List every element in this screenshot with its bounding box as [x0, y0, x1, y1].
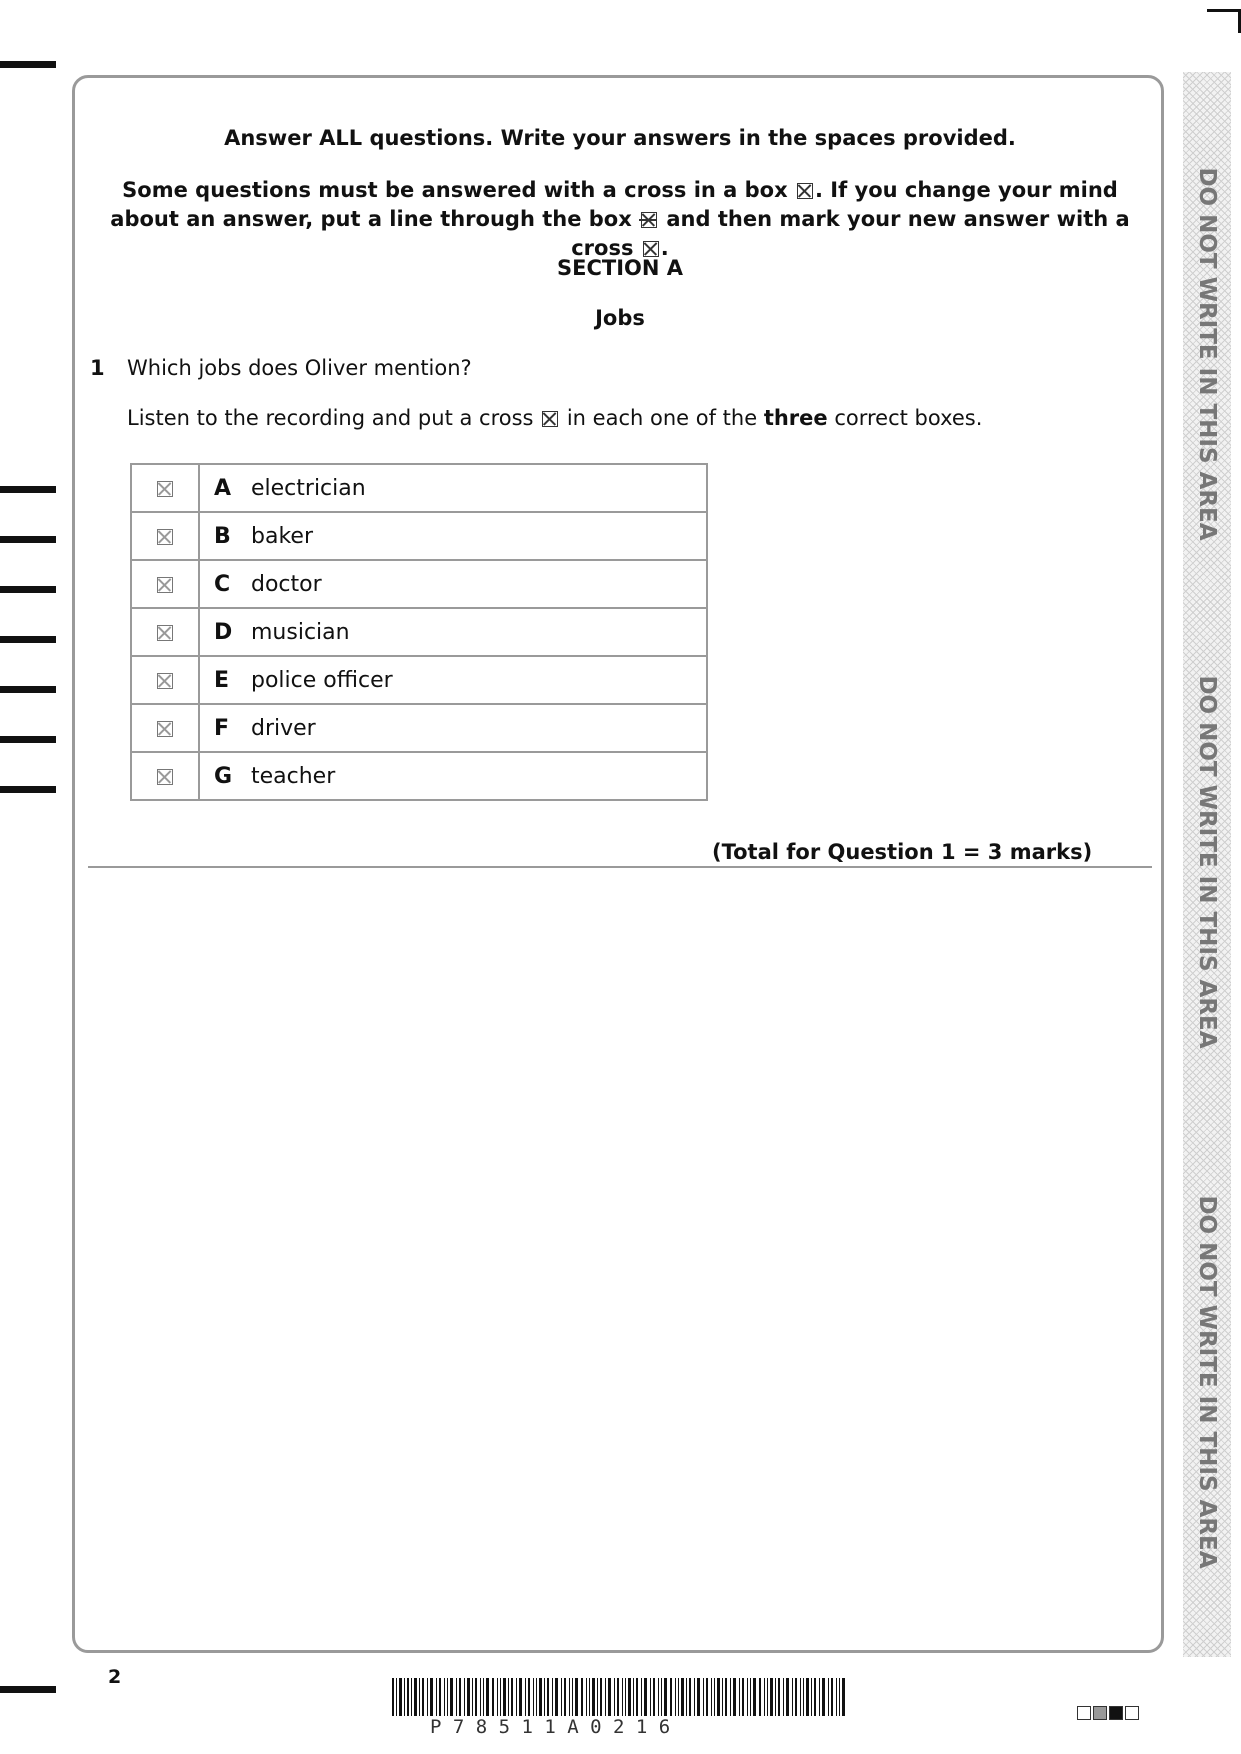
option-letter: F — [214, 715, 230, 741]
question-instruction: Listen to the recording and put a cross in each one of the three correct boxes. — [127, 406, 983, 430]
option-letter: C — [214, 571, 231, 597]
checkbox-icon — [157, 721, 173, 737]
barcode-number: P 7 8 5 1 1 A 0 2 1 6 — [430, 1716, 671, 1738]
option-letter: B — [214, 523, 231, 549]
section-subtitle: Jobs — [595, 306, 645, 330]
divider — [88, 866, 1152, 868]
margin-mark — [0, 486, 56, 493]
option-checkbox[interactable] — [131, 656, 199, 704]
option-checkbox[interactable] — [131, 608, 199, 656]
cross-box-icon — [643, 241, 659, 257]
option-checkbox[interactable] — [131, 752, 199, 800]
section-title: SECTION A — [556, 256, 683, 280]
option-letter: A — [214, 475, 232, 501]
do-not-write-label: DO NOT WRITE IN THIS AREA — [1194, 675, 1220, 1049]
margin-mark — [0, 736, 56, 743]
option-letter: G — [214, 763, 233, 789]
margin-mark — [0, 61, 56, 68]
checkbox-icon — [157, 577, 173, 593]
checkbox-icon — [157, 529, 173, 545]
barcode-image — [392, 1678, 846, 1716]
code-square — [1077, 1706, 1091, 1720]
cross-box-icon — [542, 411, 558, 427]
option-row-c — [131, 560, 707, 608]
margin-mark — [0, 636, 56, 643]
option-checkbox[interactable] — [131, 704, 199, 752]
code-square — [1125, 1706, 1139, 1720]
question-number: 1 — [90, 356, 105, 380]
struck-box-icon — [641, 212, 657, 228]
checkbox-icon — [157, 769, 173, 785]
option-letter: E — [214, 667, 230, 693]
question-total-marks: (Total for Question 1 = 3 marks) — [712, 840, 1093, 864]
option-row-g — [131, 752, 707, 800]
answer-options-table — [130, 463, 708, 801]
option-row-d — [131, 608, 707, 656]
margin-mark — [0, 1686, 56, 1693]
corner-mark — [1207, 9, 1241, 12]
code-square — [1093, 1706, 1107, 1720]
checkbox-icon — [157, 625, 173, 641]
option-label: driver — [251, 715, 316, 741]
option-checkbox[interactable] — [131, 464, 199, 512]
instruction-answer-all: Answer ALL questions. Write your answers in the spaces provided. — [224, 126, 1016, 150]
option-row-f — [131, 704, 707, 752]
option-label: baker — [251, 523, 313, 549]
code-square — [1109, 1706, 1123, 1720]
checkbox-icon — [157, 481, 173, 497]
margin-mark — [0, 536, 56, 543]
page-number: 2 — [108, 1666, 122, 1688]
instruction-cross-box: Some questions must be answered with a cross in a box . If you change your mind about an answer, put a line through the box and then mark your new answer with a cross . — [110, 178, 1130, 260]
checkbox-icon — [157, 673, 173, 689]
margin-mark — [0, 586, 56, 593]
option-checkbox[interactable] — [131, 512, 199, 560]
margin-mark — [0, 786, 56, 793]
option-letter: D — [214, 619, 233, 645]
option-row-b — [131, 512, 707, 560]
cross-box-icon — [797, 183, 813, 199]
option-checkbox[interactable] — [131, 560, 199, 608]
question-text: Which jobs does Oliver mention? — [127, 356, 472, 380]
option-row-a — [131, 464, 707, 512]
option-label: teacher — [251, 763, 336, 789]
do-not-write-label: DO NOT WRITE IN THIS AREA — [1194, 1195, 1220, 1569]
margin-mark — [0, 686, 56, 693]
do-not-write-label: DO NOT WRITE IN THIS AREA — [1194, 167, 1220, 541]
option-label: electrician — [251, 475, 366, 501]
option-row-e — [131, 656, 707, 704]
option-label: doctor — [251, 571, 322, 597]
page-code-squares — [1077, 1706, 1139, 1720]
option-label: musician — [251, 619, 350, 645]
option-label: police officer — [251, 667, 393, 693]
